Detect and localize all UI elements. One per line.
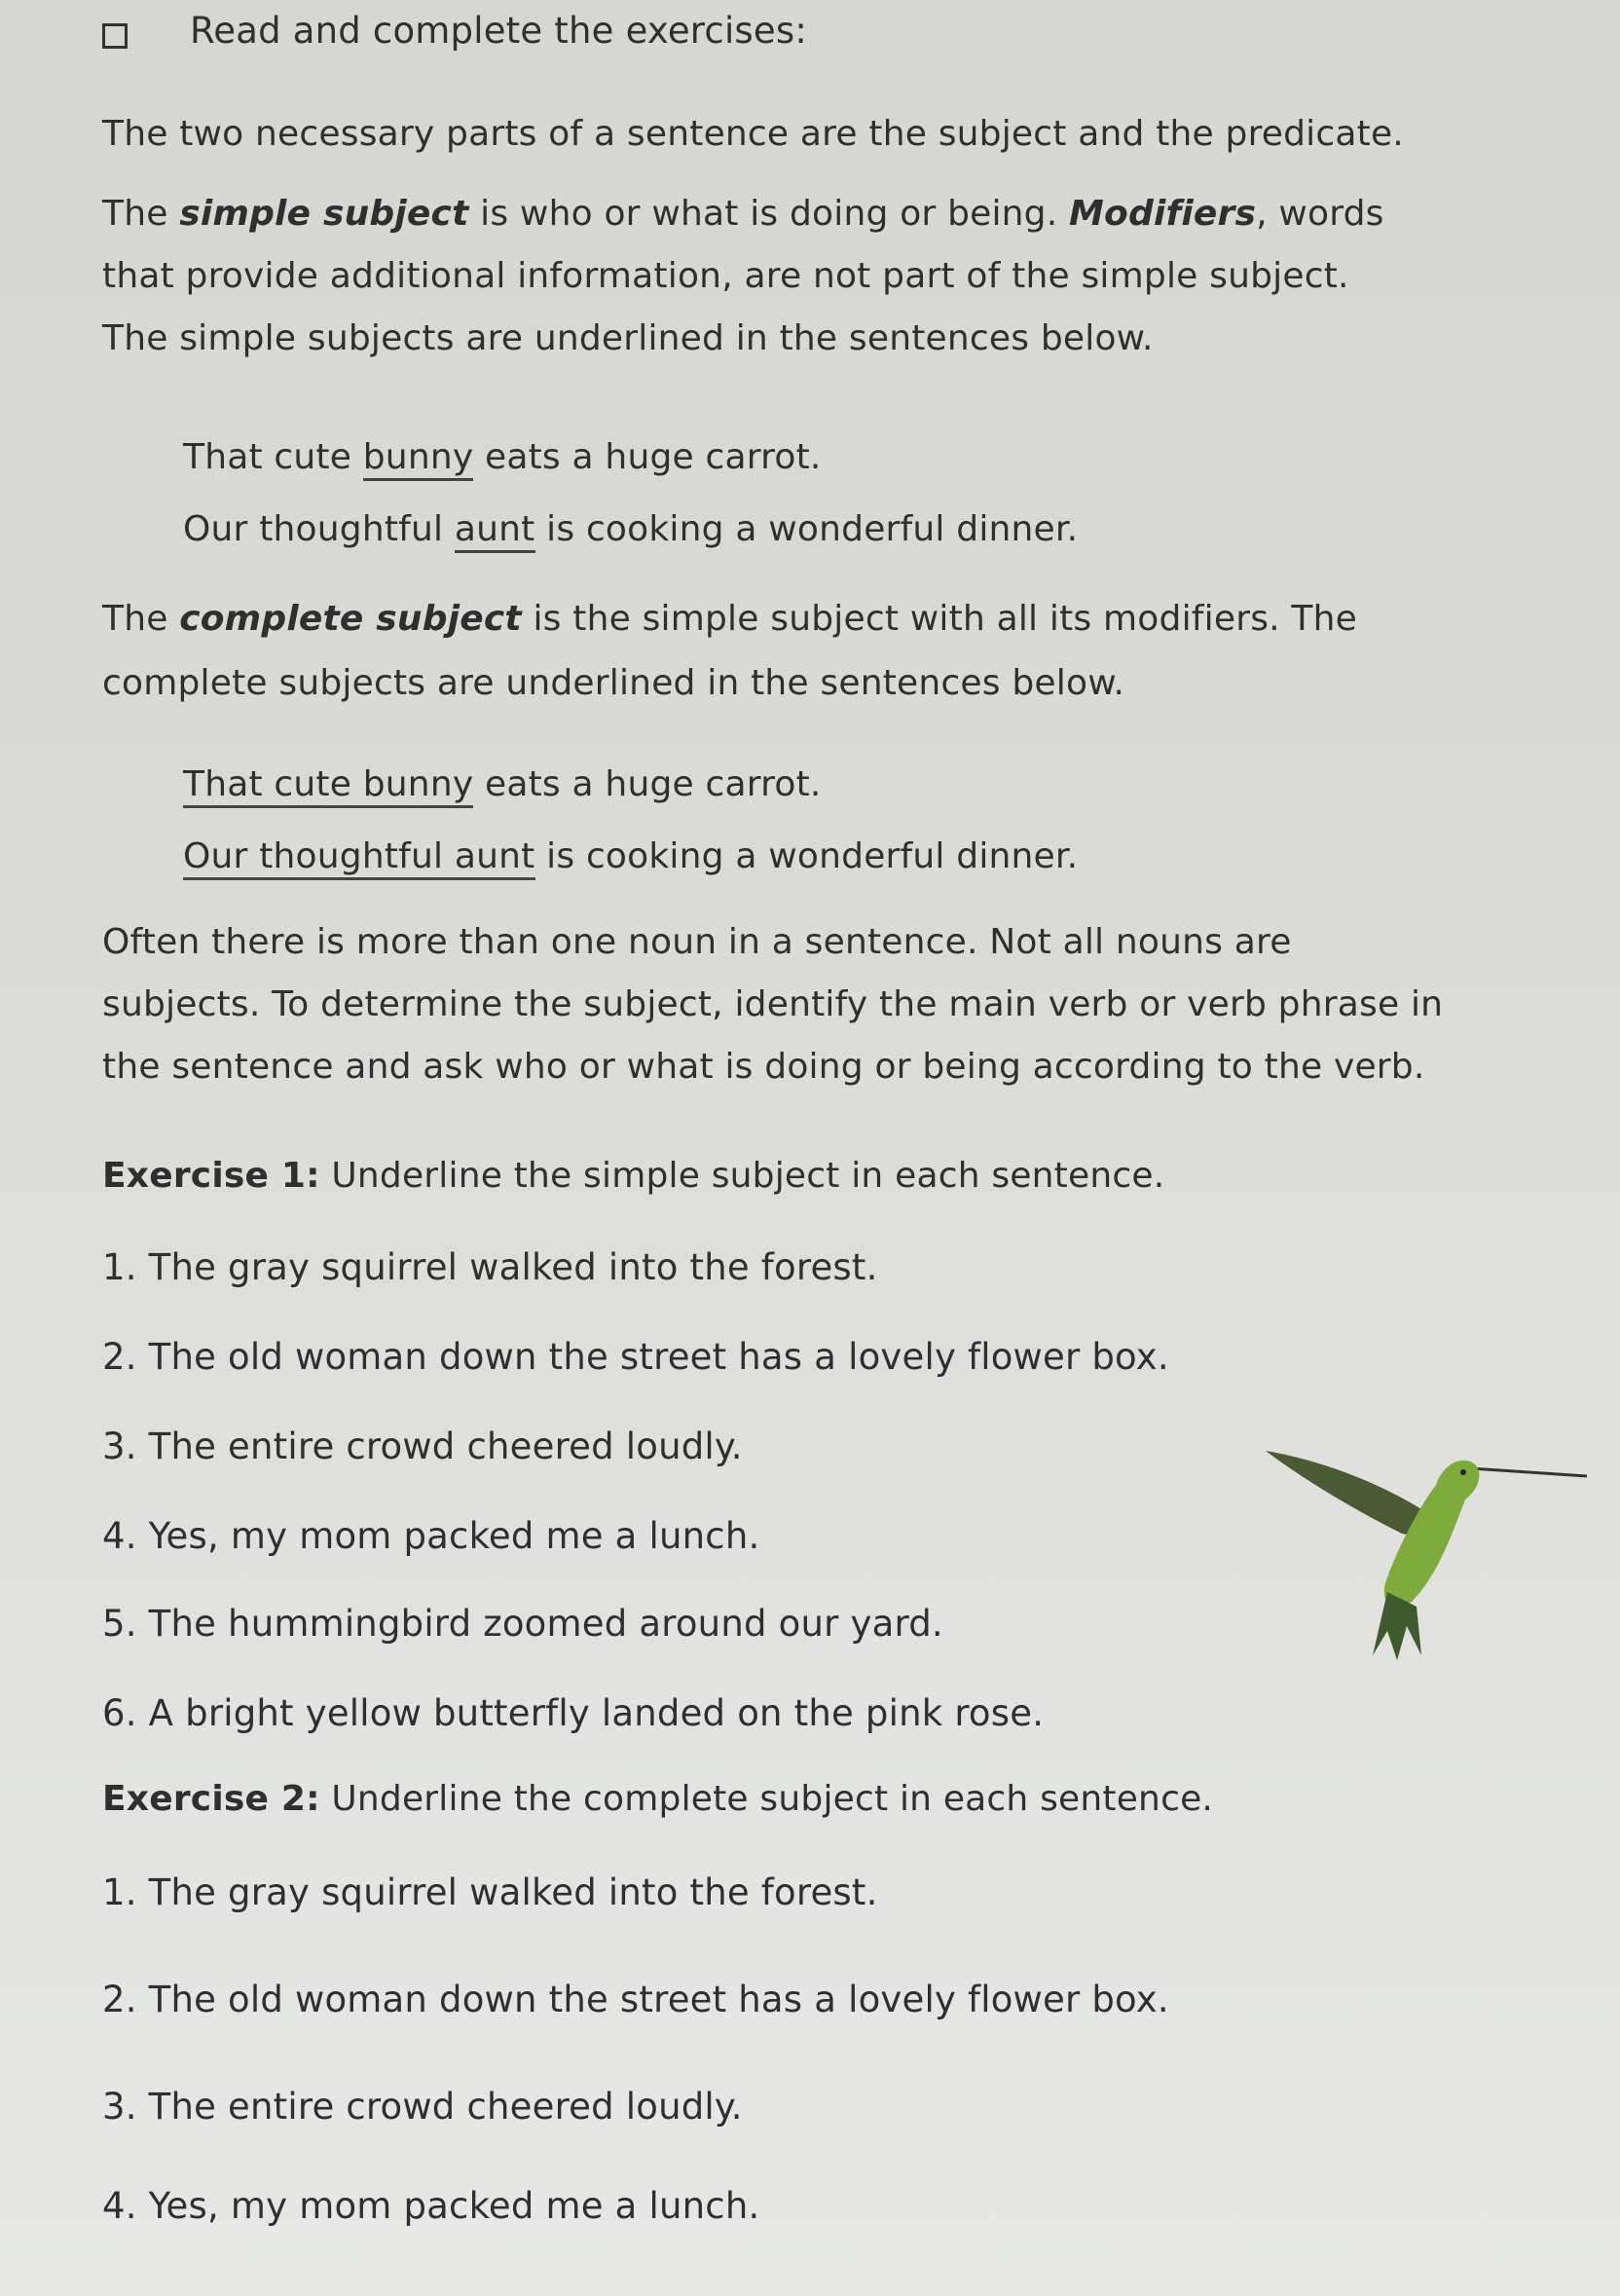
underlined-subject: Our thoughtful aunt <box>183 836 535 880</box>
exercise-1-item-4: 4. Yes, my mom packed me a lunch. <box>102 1515 760 1557</box>
checkbox[interactable] <box>102 23 128 49</box>
intro-paragraph-3-line-2: complete subjects are underlined in the sentences below. <box>102 663 1125 703</box>
hummingbird-beak <box>1470 1468 1587 1476</box>
hummingbird-eye <box>1460 1469 1466 1475</box>
exercise-1-heading: Exercise 1: Underline the simple subject in each sentence. <box>102 1156 1165 1196</box>
hummingbird-tail <box>1373 1592 1421 1660</box>
worksheet-title: Read and complete the exercises: <box>190 10 808 52</box>
underlined-subject: bunny <box>363 437 474 481</box>
exercise-2-item-1: 1. The gray squirrel walked into the forest. <box>102 1871 878 1913</box>
complete-example-1: That cute bunny eats a huge carrot. <box>183 763 822 806</box>
intro-paragraph-4-line-1: Often there is more than one noun in a sentence. Not all nouns are <box>102 922 1292 962</box>
exercise-1-item-3: 3. The entire crowd cheered loudly. <box>102 1426 743 1467</box>
exercise-2-heading: Exercise 2: Underline the complete subject in each sentence. <box>102 1779 1214 1819</box>
exercise-1-item-5: 5. The hummingbird zoomed around our yard. <box>102 1603 943 1645</box>
intro-paragraph-1: The two necessary parts of a sentence are the subject and the predicate. <box>102 114 1404 154</box>
exercise-1-item-6: 6. A bright yellow butterfly landed on the pink rose. <box>102 1692 1045 1734</box>
intro-paragraph-3-line-1: The complete subject is the simple subject with all its modifiers. The <box>102 599 1357 639</box>
hummingbird-wing <box>1266 1451 1425 1535</box>
exercise-1-label: Exercise 1: <box>102 1156 320 1196</box>
exercise-2-item-4: 4. Yes, my mom packed me a lunch. <box>102 2185 760 2227</box>
complete-example-2: Our thoughtful aunt is cooking a wonderful dinner. <box>183 835 1078 878</box>
underlined-subject: aunt <box>455 509 535 553</box>
hummingbird-icon <box>1266 1431 1597 1685</box>
exercise-1-item-1: 1. The gray squirrel walked into the forest. <box>102 1246 878 1288</box>
hummingbird-body <box>1384 1461 1480 1608</box>
exercise-2-item-2: 2. The old woman down the street has a lovely flower box. <box>102 1979 1169 2020</box>
exercise-2-label: Exercise 2: <box>102 1779 320 1819</box>
simple-example-2: Our thoughtful aunt is cooking a wonderful dinner. <box>183 508 1078 551</box>
intro-paragraph-4-line-3: the sentence and ask who or what is doing or being according to the verb. <box>102 1047 1425 1087</box>
term-modifiers: Modifiers <box>1069 194 1257 234</box>
intro-paragraph-4-line-2: subjects. To determine the subject, identify the main verb or verb phrase in <box>102 984 1444 1024</box>
intro-paragraph-2-line-1: The simple subject is who or what is doing or being. Modifiers, words <box>102 194 1384 234</box>
intro-paragraph-2-line-2: that provide additional information, are not part of the simple subject. <box>102 256 1349 296</box>
exercise-2-item-3: 3. The entire crowd cheered loudly. <box>102 2086 743 2128</box>
intro-paragraph-2-line-3: The simple subjects are underlined in the sentences below. <box>102 318 1154 358</box>
term-complete-subject: complete subject <box>179 599 522 639</box>
simple-example-1: That cute bunny eats a huge carrot. <box>183 436 822 479</box>
term-simple-subject: simple subject <box>179 194 469 234</box>
exercise-1-item-2: 2. The old woman down the street has a lovely flower box. <box>102 1336 1169 1378</box>
underlined-subject: That cute bunny <box>183 764 473 808</box>
